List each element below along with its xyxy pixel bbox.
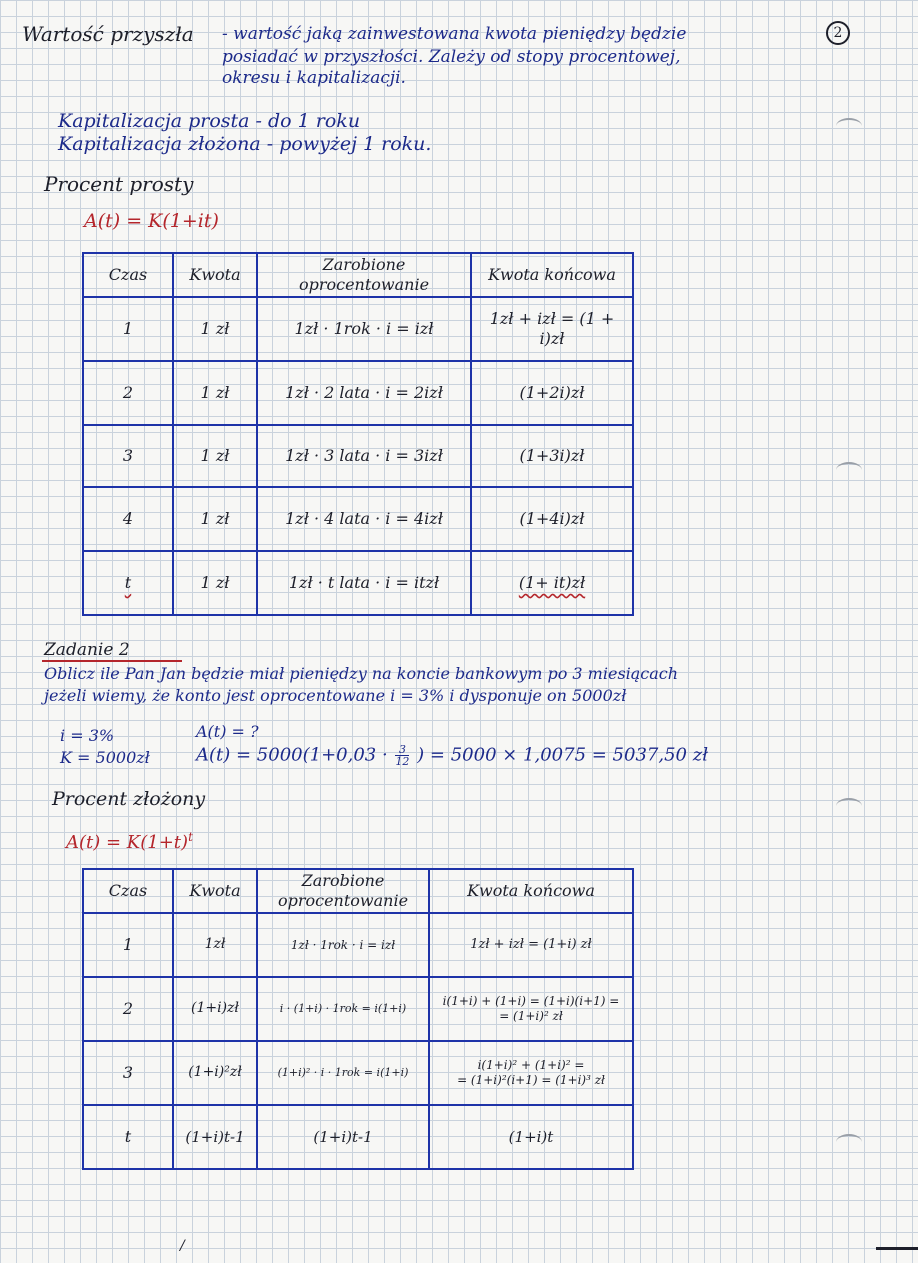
c-row1-earned: 1zł · 1rok · i = izł xyxy=(257,913,429,977)
row3-time: 3 xyxy=(83,425,173,487)
compound-interest-table xyxy=(82,868,634,1170)
c-row3-time: 3 xyxy=(83,1041,173,1105)
c-row3-final xyxy=(429,1041,633,1105)
row5-final xyxy=(471,551,633,615)
header-kwota-koncowa: Kwota końcowa xyxy=(471,253,633,297)
punch-hole-mark xyxy=(836,798,862,814)
c-row2-final xyxy=(429,977,633,1041)
page-number: 2 xyxy=(826,21,850,45)
intro-line-3: okresu i kapitalizacji. xyxy=(222,68,406,88)
bottom-edge-line xyxy=(876,1247,918,1250)
row1-final: 1zł + izł = (1 + i)zł xyxy=(471,297,633,361)
row1-time: 1 xyxy=(83,297,173,361)
pen-mark: / xyxy=(180,1238,185,1254)
c-row1-time: 1 xyxy=(83,913,173,977)
simple-interest-table xyxy=(82,252,634,616)
header-kwota: Kwota xyxy=(173,253,257,297)
task-unknown: A(t) = ? xyxy=(196,722,259,741)
row1-earned: 1zł · 1rok · i = izł xyxy=(257,297,471,361)
c-row2-earned: i · (1+i) · 1rok = i(1+i) xyxy=(257,977,429,1041)
c-row2-amount: (1+i)zł xyxy=(173,977,257,1041)
c-row2-final-line1: i(1+i) + (1+i) = (1+i)(i+1) = xyxy=(442,994,620,1008)
punch-hole-mark xyxy=(836,118,862,134)
row4-final: (1+4i)zł xyxy=(471,487,633,551)
c-header-czas: Czas xyxy=(83,869,173,913)
c-row4-time: t xyxy=(83,1105,173,1169)
compound-interest-formula xyxy=(66,830,193,853)
row5-time xyxy=(83,551,173,615)
task-fraction-numerator: 3 xyxy=(395,744,409,756)
row2-earned: 1zł · 2 lata · i = 2izł xyxy=(257,361,471,425)
c-row3-final-line2: = (1+i)²(i+1) = (1+i)³ zł xyxy=(457,1073,605,1087)
row3-final: (1+3i)zł xyxy=(471,425,633,487)
row3-earned: 1zł · 3 lata · i = 3izł xyxy=(257,425,471,487)
row5-amount: 1 zł xyxy=(173,551,257,615)
intro-line-2: posiadać w przyszłości. Zależy od stopy procentowej, xyxy=(222,47,681,67)
c-row4-amount: (1+i)t-1 xyxy=(173,1105,257,1169)
row4-amount: 1 zł xyxy=(173,487,257,551)
task-solution-post: ) = 5000 × 1,0075 = 5037,50 zł xyxy=(417,744,709,766)
punch-hole-mark xyxy=(836,1134,862,1150)
row1-amount: 1 zł xyxy=(173,297,257,361)
header-zarobione: Zarobione oprocentowanie xyxy=(257,253,471,297)
c-header-kwota-koncowa: Kwota końcowa xyxy=(429,869,633,913)
c-header-kwota: Kwota xyxy=(173,869,257,913)
c-header-zarobione: Zarobione oprocentowanie xyxy=(257,869,429,913)
capitalization-simple: Kapitalizacja prosta - do 1 roku xyxy=(58,110,361,132)
c-row3-amount: (1+i)²zł xyxy=(173,1041,257,1105)
compound-formula-base: A(t) = K(1+t) xyxy=(66,832,189,853)
row2-time: 2 xyxy=(83,361,173,425)
task-solution-pre: A(t) = 5000(1+0,03 · xyxy=(196,744,388,766)
row5-final-text: (1+ it)zł xyxy=(518,573,586,592)
task-solution xyxy=(196,744,708,767)
row5-earned: 1zł · t lata · i = itzł xyxy=(257,551,471,615)
c-row1-amount: 1zł xyxy=(173,913,257,977)
simple-interest-title: Procent prosty xyxy=(44,172,194,196)
simple-interest-formula: A(t) = K(1+it) xyxy=(84,210,219,232)
task-line-2: jeżeli wiemy, że konto jest oprocentowane i = 3% i dysponuje on 5000zł xyxy=(44,686,627,705)
c-row1-final: 1zł + izł = (1+i) zł xyxy=(429,913,633,977)
intro-line-1: - wartość jaką zainwestowana kwota pieniędzy będzie xyxy=(222,24,687,44)
c-row3-final-line1: i(1+i)² + (1+i)² = xyxy=(477,1058,585,1072)
c-row4-final: (1+i)t xyxy=(429,1105,633,1169)
row5-time-text: t xyxy=(124,573,132,592)
row4-earned: 1zł · 4 lata · i = 4izł xyxy=(257,487,471,551)
c-row2-time: 2 xyxy=(83,977,173,1041)
task-given-k: K = 5000zł xyxy=(60,748,150,767)
task-title-underline xyxy=(42,660,182,662)
intro-heading: Wartość przyszła xyxy=(22,22,194,46)
c-row3-earned: (1+i)² · i · 1rok = i(1+i) xyxy=(257,1041,429,1105)
c-row2-final-line2: = (1+i)² zł xyxy=(499,1009,563,1023)
task-line-1: Oblicz ile Pan Jan będzie miał pieniędzy na koncie bankowym po 3 miesiącach xyxy=(44,664,679,683)
compound-interest-title: Procent złożony xyxy=(52,788,206,810)
task-fraction xyxy=(395,744,409,767)
task-fraction-denominator: 12 xyxy=(395,755,410,768)
capitalization-compound: Kapitalizacja złożona - powyżej 1 roku. xyxy=(58,133,432,155)
row2-amount: 1 zł xyxy=(173,361,257,425)
c-row4-earned: (1+i)t-1 xyxy=(257,1105,429,1169)
row2-final: (1+2i)zł xyxy=(471,361,633,425)
punch-hole-mark xyxy=(836,462,862,478)
header-czas: Czas xyxy=(83,253,173,297)
row3-amount: 1 zł xyxy=(173,425,257,487)
compound-formula-exponent: t xyxy=(188,830,193,844)
task-title: Zadanie 2 xyxy=(44,640,130,660)
task-given-i: i = 3% xyxy=(60,726,115,745)
row4-time: 4 xyxy=(83,487,173,551)
